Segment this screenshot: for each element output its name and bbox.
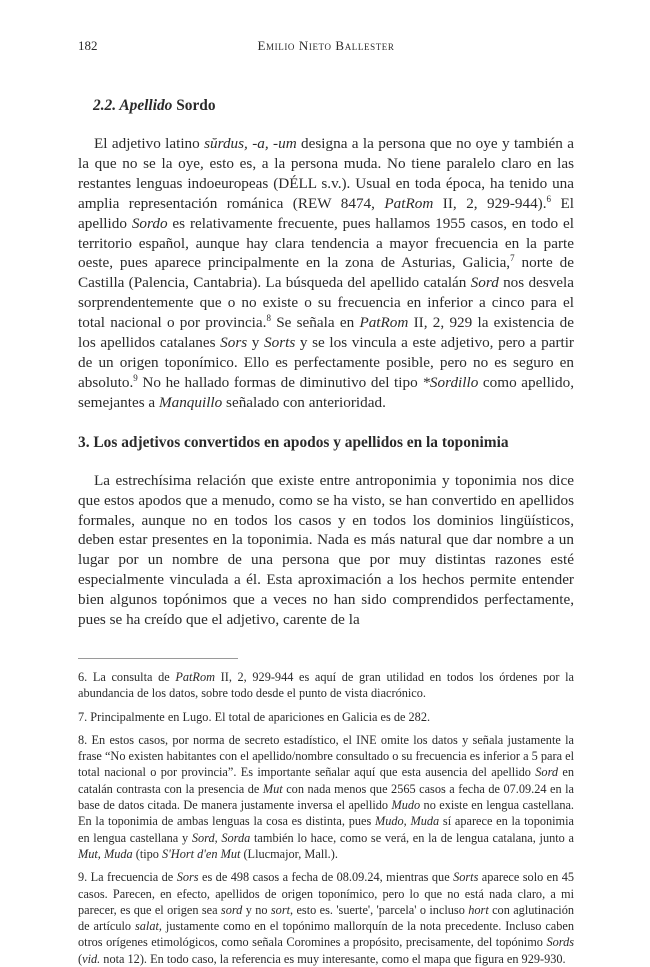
body-paragraph-sordo: El adjetivo latino sŭrdus, -a, -um designa a la persona que no oye y también a la que no se la oye, esto es, a la persona muda. No tiene paralelo claro en las restantes lenguas indoeuropeas (DÉLL s.v.). Usual en toda época, ha tenido una amplia representación románica (REW 8474, PatRom II, 2, 929-944).$^6$ El apellido Sordo es relativamente frecuente, pues hallamos 1955 casos, en todo el territorio español, aunque hay clara tendencia a mayor frecuencia en la parte oeste, pues aparece principalmente en la zona de Asturias, Galicia,$^7$ norte de Castilla (Palencia, Cantabria). La búsqueda del apellido catalán Sord nos desvela sorprendentemente que o no existe o su frecuencia en inferior a cinco para el total nacional o por provincia.$^8$ Se señala en PatRom II, 2, 929 la existencia de los apellidos catalanes Sors y Sorts y se los vincula a este adjetivo, pero a partir de un origen toponímico. Ello es perfectamente posible, pero no es seguro en absoluto.$^9$ No he hallado formas de diminutivo del tipo *Sordillo como apellido, semejantes a Manquillo señalado con anterioridad.	[78, 135, 574, 411]
footnote-separator	[78, 658, 238, 659]
section-heading-2-2	[78, 97, 574, 115]
footnote-ref-9[interactable]: 9	[133, 372, 138, 383]
page-header	[78, 38, 574, 62]
footnote-ref-6[interactable]: 6	[546, 193, 552, 204]
book-page	[78, 38, 574, 967]
section-heading-italic: 2.2. Apellido	[93, 97, 173, 114]
section-heading-3: 3. Los adjetivos convertidos en apodos y apellidos en la toponimia	[78, 433, 509, 451]
running-head: Emilio Nieto Ballester	[257, 38, 395, 53]
footnote-6: 6. La consulta de PatRom II, 2, 929-944 es aquí de gran utilidad en todos los órdenes por la abundancia de los datos, sobre todo desde el punto de vista diacrónico.	[78, 669, 574, 701]
page-number: 182	[78, 38, 98, 53]
body-paragraph-toponimia: La estrechísima relación que existe entre antroponimia y toponimia nos dice que estos apodos que a menudo, como se ha visto, se han convertido en apellidos formales, aunque no en todos los casos y en todos los dominios lingüísticos, deben estar presentes en la toponimia. Nada es más natural que dar nombre a un lugar por un nombre de una persona que por muy distintas razones esté especialmente vinculada a él. Esta aproximación a los hechos permite entender bien algunos topónimos que a veces no han sido comprendidos perfectamente, pues se ha creído que el adjetivo, carente de la	[78, 471, 574, 629]
section-heading-rest: Sordo	[172, 97, 216, 114]
footnote-7: 7. Principalmente en Lugo. El total de apariciones en Galicia es de 282.	[78, 709, 431, 724]
footnote-ref-8[interactable]: 8	[266, 313, 271, 324]
footnote-8: 8. En estos casos, por norma de secreto estadístico, el INE omite los datos y señala justamente la frase “No existen habitantes con el apellido/nombre consultado o su frecuencia es inferior a 5 para el total nacional o por provincia”. Es importante señalar aquí que esta ausencia del apellido Sord en catalán contrasta con la presencia de Mut con nada menos que 2565 casos a fecha de 07.09.24 en la base de datos citada. De manera justamente inversa el apellido Mudo no existe en lengua castellana. En la toponimia de ambas lenguas la cosa es distinta, pues Mudo, Muda sí aparece en la toponimia en lengua castellana y Sord, Sorda también lo hace, como se verá, en la de lengua catalana, junto a Mut, Muda (tipo S'Hort d'en Mut (Llucmajor, Mall.).	[78, 732, 574, 861]
footnote-ref-7[interactable]: 7	[510, 253, 515, 264]
footnote-9: 9. La frecuencia de Sors es de 498 casos a fecha de 08.09.24, mientras que Sorts aparece solo en 45 casos. Parecen, en efecto, apellidos de origen toponímico, pero lo que no está nada claro, a mi parecer, es que el origen sea sord y no sort, esto es. 'suerte', 'parcela' o incluso hort con aglutinación de artículo salat, justamente como en el topónimo mallorquín de la nota precedente. Incluso caben otros orígenes etimológicos, como señala Coromines a propósito, precisamente, del topónimo Sords (vid. nota 12). En todo caso, la referencia es muy interesante, como el mapa que figura en 929-930.	[78, 870, 575, 966]
footnotes	[78, 669, 574, 967]
